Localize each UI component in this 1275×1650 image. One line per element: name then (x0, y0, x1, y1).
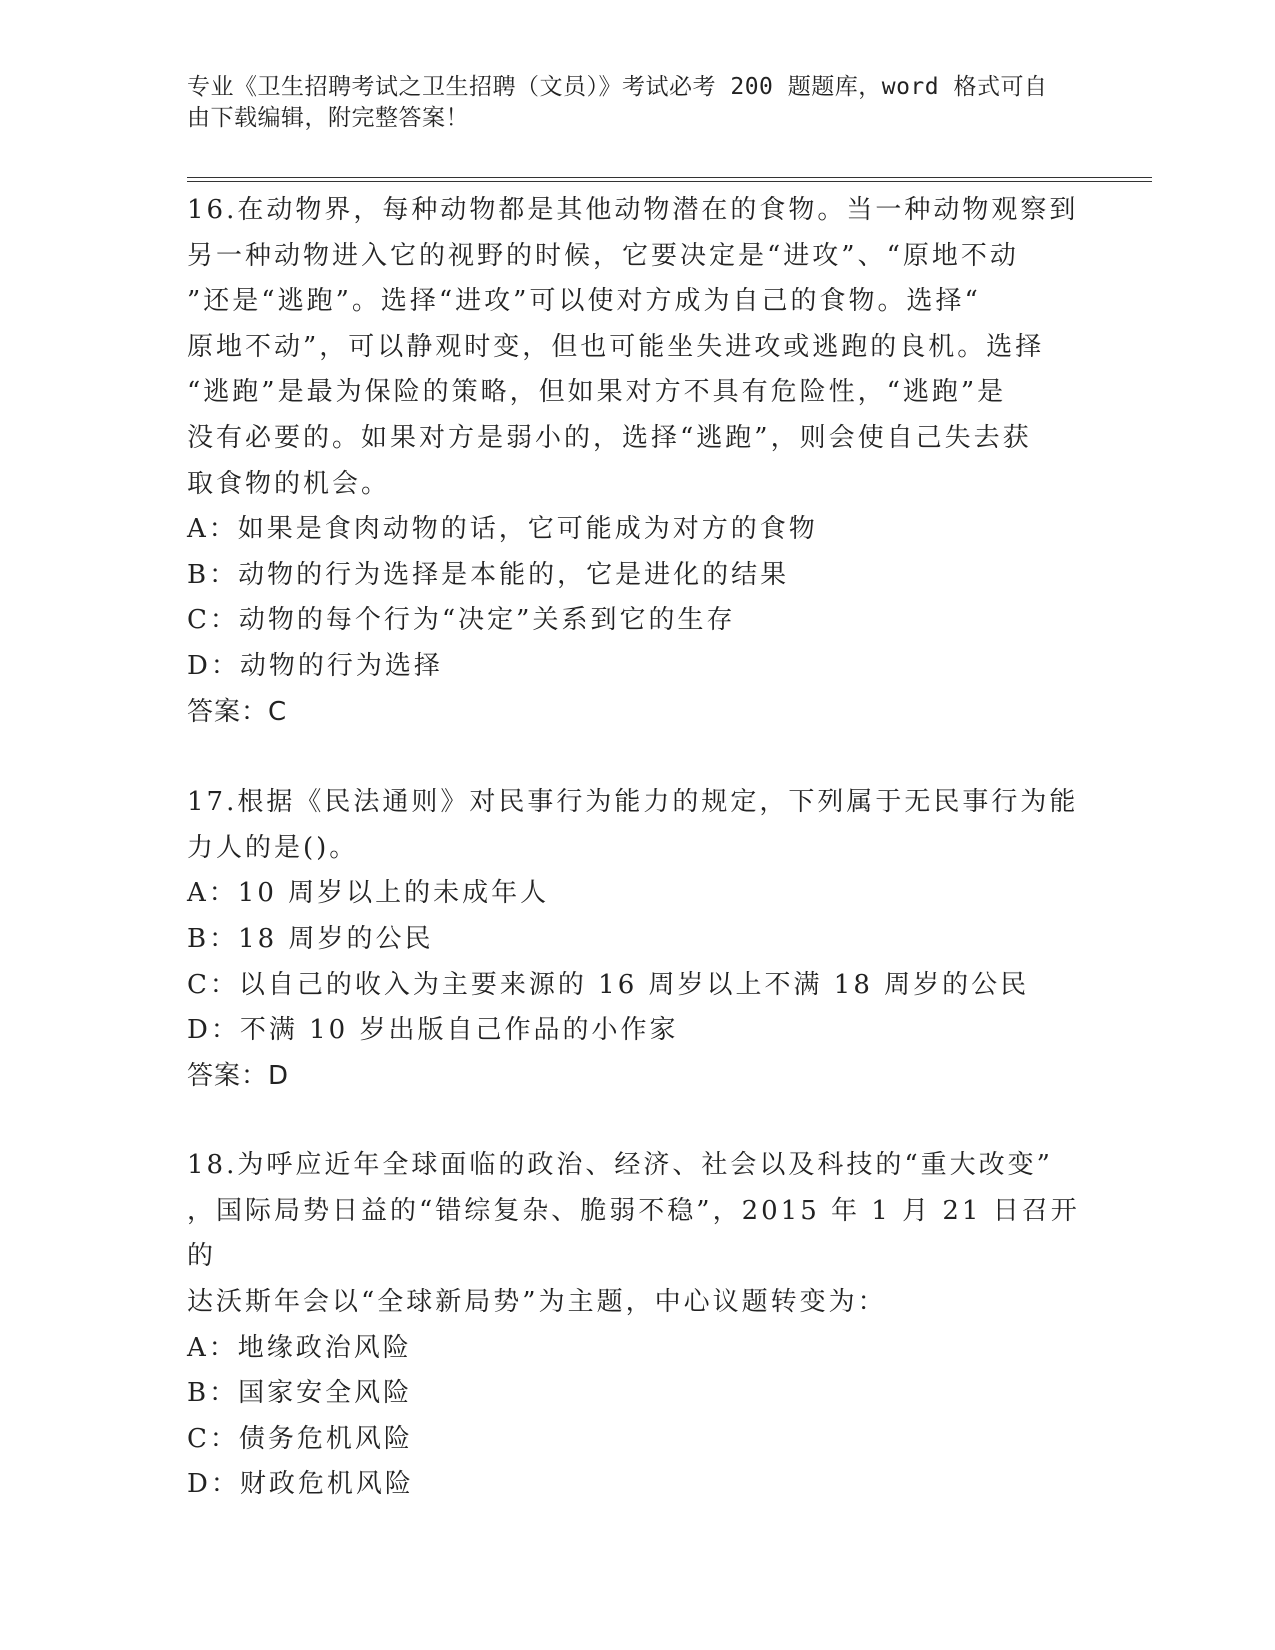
option-b: B：动物的行为选择是本能的，它是进化的结果 (187, 559, 790, 590)
question-stem-line: 取食物的机会。 (187, 468, 391, 499)
question-stem-line: ”还是“逃跑”。选择“进攻”可以使对方成为自己的食物。选择“ (187, 286, 981, 317)
question-stem-line: 没有必要的。如果对方是弱小的，选择“逃跑”，则会使自己失去获 (187, 422, 1032, 453)
header-line: 专业《卫生招聘考试之卫生招聘（文员）》考试必考 200 题题库，word 格式可自 (187, 74, 1048, 100)
option-c: C：以自己的收入为主要来源的 16 周岁以上不满 18 周岁的公民 (187, 969, 1030, 1000)
question-stem-line: 16.在动物界，每种动物都是其他动物潜在的食物。当一种动物观察到 (187, 195, 1079, 225)
question-16 (187, 188, 1087, 735)
question-stem-line: 原地不动”，可以静观时变，但也可能坐失进攻或逃跑的良机。选择 (187, 331, 1045, 362)
option-b: B：国家安全风险 (187, 1378, 413, 1409)
option-d: D：动物的行为选择 (187, 650, 443, 681)
option-d: D：财政危机风险 (187, 1469, 414, 1500)
question-stem-line: “逃跑”是最为保险的策略，但如果对方不具有危险性，“逃跑”是 (187, 377, 1007, 408)
option-c: C：动物的每个行为“决定”关系到它的生存 (187, 605, 736, 636)
question-stem-line: 18.为呼应近年全球面临的政治、经济、社会以及科技的“重大改变” (187, 1150, 1053, 1181)
header-divider (187, 177, 1152, 178)
answer-label: 答案：C (187, 696, 288, 727)
question-17 (187, 780, 1087, 1099)
option-d: D：不满 10 岁出版自己作品的小作家 (187, 1015, 679, 1046)
question-list (187, 188, 1087, 1508)
question-spacer (187, 735, 1087, 780)
question-stem-line: 另一种动物进入它的视野的时候，它要决定是“进攻”、“原地不动 (187, 240, 1019, 271)
question-spacer (187, 1099, 1087, 1143)
option-a: A：如果是食肉动物的话，它可能成为对方的食物 (187, 514, 818, 545)
option-b: B：18 周岁的公民 (187, 923, 434, 954)
header-line: 由下载编辑，附完整答案！ (187, 105, 469, 131)
question-stem-line: 力人的是()。 (187, 832, 359, 863)
question-stem-line: 17.根据《民法通则》对民事行为能力的规定，下列属于无民事行为能 (187, 787, 1079, 818)
header-divider (187, 181, 1152, 182)
question-18 (187, 1143, 1087, 1508)
option-a: A：地缘政治风险 (187, 1332, 412, 1363)
option-a: A：10 周岁以上的未成年人 (187, 878, 550, 909)
question-stem-line: ，国际局势日益的“错综复杂、脆弱不稳”，2015 年 1 月 21 日召开的 (187, 1195, 1080, 1272)
option-c: C：债务危机风险 (187, 1423, 413, 1454)
document-header (187, 72, 1087, 134)
question-stem-line: 达沃斯年会以“全球新局势”为主题，中心议题转变为： (187, 1287, 887, 1318)
answer-label: 答案：D (187, 1060, 290, 1091)
